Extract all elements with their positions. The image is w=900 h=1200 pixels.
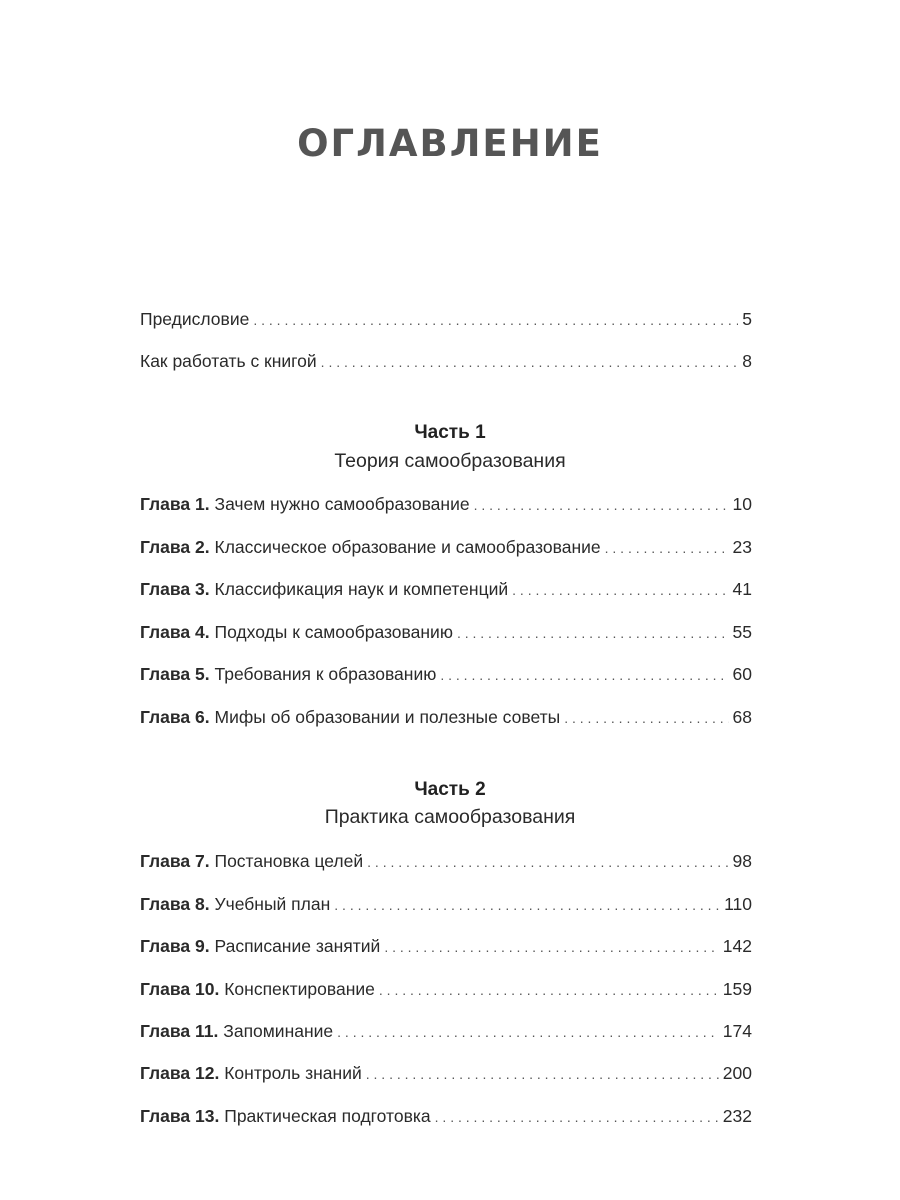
- dot-leader: [366, 1061, 719, 1087]
- chapter-title: Классическое образование и самообразование: [214, 537, 601, 557]
- toc-entry-label: Как работать с книгой: [140, 351, 317, 371]
- dot-leader: [457, 620, 729, 646]
- chapter-title: Учебный план: [214, 894, 331, 914]
- chapter-prefix: Глава 7.: [140, 851, 210, 871]
- toc-page-number: 23: [732, 537, 752, 557]
- dot-leader: [253, 307, 738, 333]
- part-2-heading: Часть 2: [414, 779, 486, 800]
- chapter-prefix: Глава 10.: [140, 979, 220, 999]
- chapter-title: Конспектирование: [224, 979, 375, 999]
- part-1-subtitle: Теория самообразования: [334, 450, 566, 472]
- toc-entry-chapter-13[interactable]: [140, 1103, 752, 1129]
- chapter-prefix: Глава 1.: [140, 494, 210, 514]
- toc-page-number: 159: [722, 979, 752, 999]
- dot-leader: [367, 849, 728, 875]
- chapter-prefix: Глава 11.: [140, 1021, 219, 1041]
- part-1-heading: Часть 1: [414, 422, 486, 443]
- toc-entry-chapter-8[interactable]: [140, 891, 752, 917]
- toc-page-number: 55: [732, 622, 752, 642]
- toc-entry-chapter-3[interactable]: [140, 576, 752, 602]
- dot-leader: [512, 577, 728, 603]
- toc-page-number: 200: [722, 1063, 752, 1083]
- chapter-title: Запоминание: [223, 1021, 334, 1041]
- chapter-prefix: Глава 2.: [140, 537, 210, 557]
- toc-page-number: 10: [732, 494, 752, 514]
- toc-entry-chapter-6[interactable]: [140, 704, 752, 730]
- dot-leader: [435, 1104, 719, 1130]
- chapter-prefix: Глава 9.: [140, 936, 210, 956]
- chapter-prefix: Глава 3.: [140, 579, 210, 599]
- chapter-title: Практическая подготовка: [224, 1106, 431, 1126]
- toc-page-number: 142: [722, 936, 752, 956]
- chapter-prefix: Глава 5.: [140, 664, 210, 684]
- chapter-prefix: Глава 13.: [140, 1106, 220, 1126]
- toc-page-number: 174: [722, 1021, 752, 1041]
- chapter-title: Расписание занятий: [214, 936, 381, 956]
- chapter-prefix: Глава 8.: [140, 894, 210, 914]
- dot-leader: [379, 977, 719, 1003]
- toc-page-number: 60: [732, 664, 752, 684]
- toc-entry-label: Предисловие: [140, 309, 250, 329]
- toc-page-number: 232: [722, 1106, 752, 1126]
- chapter-title: Мифы об образовании и полезные советы: [214, 707, 561, 727]
- chapter-title: Подходы к самообразованию: [214, 622, 453, 642]
- chapter-title: Контроль знаний: [224, 1063, 362, 1083]
- chapter-title: Классификация наук и компетенций: [214, 579, 509, 599]
- dot-leader: [337, 1019, 719, 1045]
- dot-leader: [440, 662, 728, 688]
- dot-leader: [564, 705, 728, 731]
- chapter-prefix: Глава 6.: [140, 707, 210, 727]
- dot-leader: [474, 492, 729, 518]
- page-title: ОГЛАВЛЕНИЕ: [297, 122, 603, 165]
- toc-page-number: 5: [742, 309, 752, 329]
- dot-leader: [321, 349, 739, 375]
- toc-entry-preface[interactable]: [140, 306, 752, 332]
- toc-entry-chapter-10[interactable]: [140, 976, 752, 1002]
- toc-entry-how-to-use[interactable]: [140, 348, 752, 374]
- toc-entry-chapter-9[interactable]: [140, 933, 752, 959]
- toc-entry-chapter-5[interactable]: [140, 661, 752, 687]
- chapter-title: Постановка целей: [214, 851, 364, 871]
- toc-entry-chapter-1[interactable]: [140, 491, 752, 517]
- dot-leader: [334, 892, 720, 918]
- toc-entry-chapter-4[interactable]: [140, 619, 752, 645]
- chapter-title: Требования к образованию: [214, 664, 437, 684]
- chapter-title: Зачем нужно самообразование: [214, 494, 470, 514]
- toc-entry-chapter-11[interactable]: [140, 1018, 752, 1044]
- toc-page-number: 110: [724, 894, 752, 914]
- toc-entry-chapter-12[interactable]: [140, 1060, 752, 1086]
- dot-leader: [384, 934, 718, 960]
- toc-page-number: 8: [742, 351, 752, 371]
- chapter-prefix: Глава 12.: [140, 1063, 220, 1083]
- toc-entry-chapter-7[interactable]: [140, 848, 752, 874]
- toc-entry-chapter-2[interactable]: [140, 534, 752, 560]
- toc-page-number: 98: [732, 851, 752, 871]
- toc-page-number: 68: [732, 707, 752, 727]
- part-2-subtitle: Практика самообразования: [324, 806, 576, 828]
- toc-page-number: 41: [732, 579, 752, 599]
- dot-leader: [605, 535, 729, 561]
- chapter-prefix: Глава 4.: [140, 622, 210, 642]
